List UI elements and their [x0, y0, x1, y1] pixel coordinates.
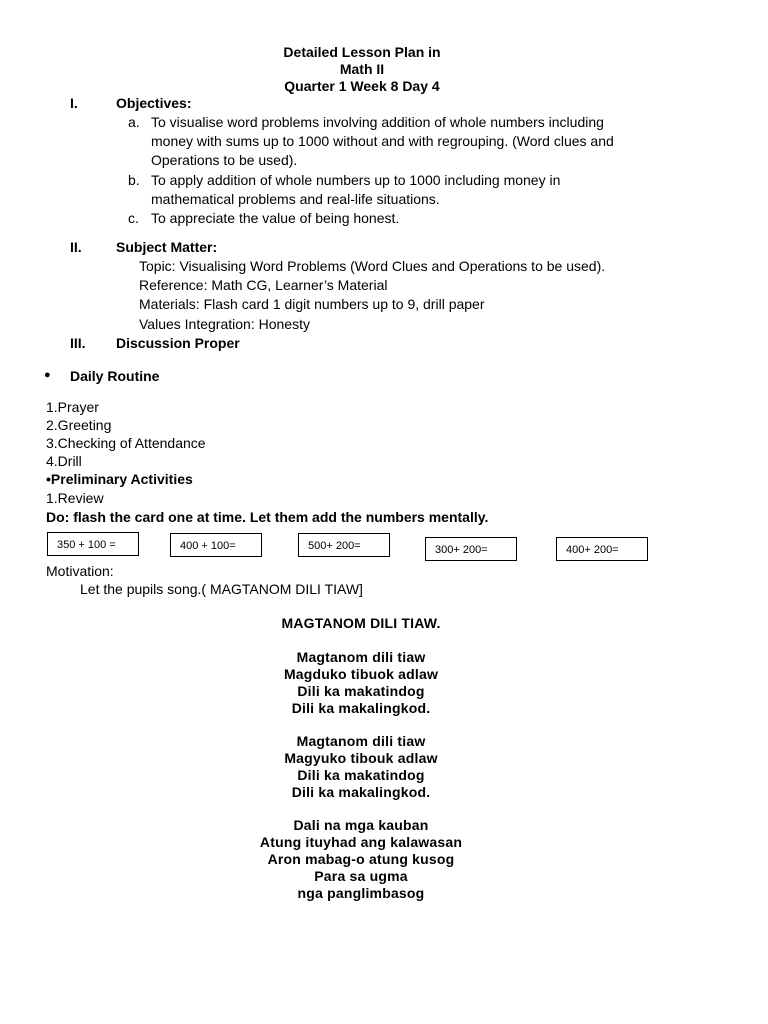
review-label: 1.Review: [46, 490, 104, 506]
song-line: Magtanom dili tiaw: [296, 733, 426, 749]
routine-item: 4.Drill: [46, 453, 82, 469]
title-line-3: Quarter 1 Week 8 Day 4: [284, 78, 440, 94]
objectives-numeral: I.: [70, 95, 78, 111]
objective-a-line-2: money with sums up to 1000 without and with regrouping. (Word clues and: [151, 133, 614, 149]
song-line: Magtanom dili tiaw: [296, 649, 426, 665]
song-line: Aron mabag-o atung kusog: [267, 851, 455, 867]
flash-card: 400+ 200=: [556, 537, 648, 561]
song-line: Dili ka makatindog: [297, 683, 425, 699]
subject-matter-numeral: II.: [70, 239, 82, 255]
objective-a-line-1: To visualise word problems involving addition of whole numbers including: [151, 114, 604, 130]
objective-a-letter: a.: [128, 114, 140, 130]
song-line: Dali na mga kauban: [293, 817, 429, 833]
motivation-label: Motivation:: [46, 563, 114, 579]
song-line: Magduko tibuok adlaw: [283, 666, 439, 682]
objective-b-letter: b.: [128, 172, 140, 188]
objectives-heading: Objectives:: [116, 95, 192, 111]
objective-c-line-1: To appreciate the value of being honest.: [151, 210, 400, 226]
bullet-icon: ●: [44, 369, 51, 381]
subject-materials: Materials: Flash card 1 digit numbers up to 9, drill paper: [139, 296, 485, 312]
title-line-1: Detailed Lesson Plan in: [283, 44, 441, 60]
flash-card: 300+ 200=: [425, 537, 517, 561]
discussion-numeral: III.: [70, 335, 86, 351]
flash-card: 500+ 200=: [298, 533, 390, 557]
song-line: Dili ka makalingkod.: [291, 784, 431, 800]
song-line: Magyuko tibouk adlaw: [284, 750, 438, 766]
subject-reference: Reference: Math CG, Learner’s Material: [139, 277, 388, 293]
routine-item: 1.Prayer: [46, 399, 99, 415]
song-line: Atung ituyhad ang kalawasan: [259, 834, 463, 850]
song-line: Dili ka makalingkod.: [291, 700, 431, 716]
routine-item: 2.Greeting: [46, 417, 112, 433]
discussion-heading: Discussion Proper: [116, 335, 240, 351]
objective-c-letter: c.: [128, 210, 139, 226]
objective-b-line-1: To apply addition of whole numbers up to 1000 including money in: [151, 172, 561, 188]
title-line-2: Math II: [339, 61, 385, 77]
song-line: nga panglimbasog: [297, 885, 425, 901]
motivation-text: Let the pupils song.( MAGTANOM DILI TIAW]: [80, 581, 363, 597]
song-title: MAGTANOM DILI TIAW.: [281, 615, 441, 631]
routine-item: 3.Checking of Attendance: [46, 435, 206, 451]
subject-topic: Topic: Visualising Word Problems (Word Clues and Operations to be used).: [139, 258, 606, 274]
flash-card: 400 + 100=: [170, 533, 262, 557]
daily-routine-heading: Daily Routine: [70, 368, 160, 384]
objective-a-line-3: Operations to be used).: [151, 152, 298, 168]
subject-values: Values Integration: Honesty: [139, 316, 310, 332]
flash-card: 350 + 100 =: [47, 532, 139, 556]
objective-b-line-2: mathematical problems and real-life situations.: [151, 191, 440, 207]
song-line: Dili ka makatindog: [297, 767, 425, 783]
song-line: Para sa ugma: [314, 868, 408, 884]
flash-instruction: Do: flash the card one at time. Let them add the numbers mentally.: [46, 509, 489, 525]
preliminary-heading: •Preliminary Activities: [46, 471, 193, 487]
subject-matter-heading: Subject Matter:: [116, 239, 218, 255]
